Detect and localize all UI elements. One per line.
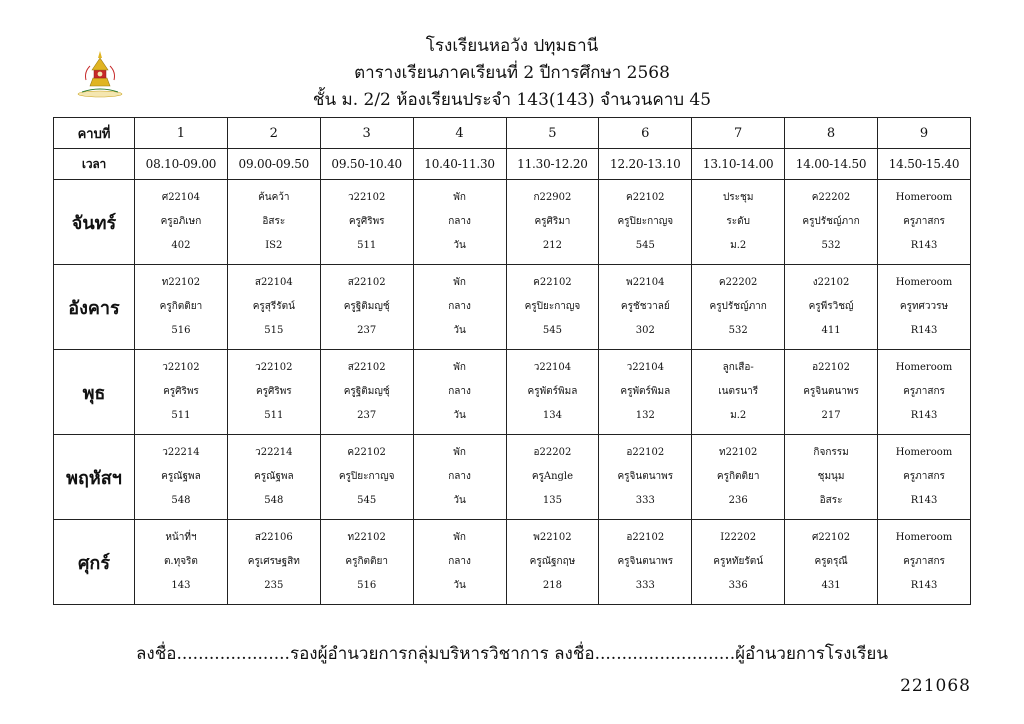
schedule-cell	[135, 180, 228, 265]
cell-teacher: ครูปรัชญ์ภาก	[709, 301, 767, 312]
schedule-cell	[135, 520, 228, 605]
cell-teacher: ครูหทัยรัตน์	[713, 556, 764, 567]
schedule-cell	[413, 265, 506, 350]
cell-teacher: ครูพัตร์พิมล	[620, 386, 671, 397]
schedule-cell	[878, 435, 971, 520]
cell-teacher: ครูปิยะกาญจ	[338, 471, 395, 482]
period-number: 5	[506, 118, 599, 149]
timetable	[53, 117, 971, 605]
cell-subject: ส22106	[254, 532, 293, 543]
cell-room: 402	[171, 240, 191, 251]
cell-subject: ค22102	[533, 277, 572, 288]
cell-teacher: ครูจินตนาพร	[617, 471, 674, 482]
class-info: ชั้น ม. 2/2 ห้องเรียนประจำ 143(143) จำนวนคาบ 45	[312, 90, 712, 110]
cell-room: 548	[264, 495, 284, 506]
schedule-cell	[878, 350, 971, 435]
cell-room: 132	[635, 410, 655, 421]
cell-subject: ค22102	[626, 192, 665, 203]
cell-subject: Homeroom	[895, 362, 953, 373]
cell-room: วัน	[453, 240, 466, 251]
cell-room: R143	[910, 325, 938, 336]
time-slot: 09.00-09.50	[227, 149, 320, 180]
cell-teacher: ครูศิริมา	[534, 216, 571, 227]
schedule-cell	[599, 350, 692, 435]
schedule-cell	[785, 435, 878, 520]
cell-teacher: ครูจินตนาพร	[803, 386, 859, 397]
period-number: 8	[785, 118, 878, 149]
cell-subject: ค22202	[718, 277, 758, 288]
day-name: อังคาร	[54, 265, 135, 350]
cell-subject: Homeroom	[895, 277, 953, 288]
cell-room: 545	[635, 240, 655, 251]
cell-teacher: ครูเศรษฐสิท	[247, 556, 300, 567]
cell-room: 236	[728, 495, 748, 506]
schedule-cell	[878, 265, 971, 350]
cell-room: 511	[357, 240, 377, 251]
cell-teacher: ครูภาสกร	[903, 471, 945, 482]
school-name: โรงเรียนหอวัง ปทุมธานี	[425, 36, 599, 56]
schedule-cell	[506, 435, 599, 520]
cell-subject: กิจกรรม	[813, 447, 849, 458]
time-slot: 11.30-12.20	[506, 149, 599, 180]
cell-teacher: กลาง	[448, 556, 471, 567]
cell-subject: พ22104	[626, 277, 665, 288]
period-number: 3	[320, 118, 413, 149]
cell-subject: หน้าที่ฯ	[165, 532, 197, 543]
cell-room: 237	[357, 410, 377, 421]
schedule-cell	[506, 180, 599, 265]
cell-teacher: ครูภาสกร	[903, 386, 945, 397]
cell-subject: ว22214	[255, 447, 293, 458]
schedule-cell	[413, 435, 506, 520]
cell-teacher: เนตรนารี	[718, 386, 759, 397]
schedule-cell	[227, 520, 320, 605]
schedule-cell	[413, 350, 506, 435]
cell-room: 218	[542, 580, 562, 591]
schedule-cell	[785, 180, 878, 265]
cell-subject: ง22102	[812, 277, 850, 288]
cell-subject: ว22102	[255, 362, 293, 373]
cell-room: 235	[264, 580, 284, 591]
cell-subject: พัก	[453, 362, 466, 373]
cell-room: 333	[635, 580, 655, 591]
period-header-row	[54, 118, 971, 149]
period-number: 2	[227, 118, 320, 149]
schedule-cell	[320, 350, 413, 435]
signature-line: ลงชื่อ.....................รองผู้อำนวยการกลุ่มบริหารวิชาการ ลงชื่อ..........................ผู้อำนวยการโรงเรียน	[136, 644, 888, 664]
schedule-cell	[878, 180, 971, 265]
cell-subject: ค้นคว้า	[258, 192, 290, 203]
cell-subject: พัก	[453, 192, 466, 203]
cell-teacher: ครูฐิติมญชุ์	[343, 301, 390, 312]
time-slot: 08.10-09.00	[135, 149, 228, 180]
cell-teacher: ครูกิตติยา	[716, 471, 760, 482]
time-slot: 13.10-14.00	[692, 149, 785, 180]
day-row	[54, 435, 971, 520]
day-row	[54, 520, 971, 605]
schedule-cell	[227, 265, 320, 350]
cell-teacher: ครูพัตร์พิมล	[527, 386, 578, 397]
cell-subject: พ22102	[533, 532, 572, 543]
cell-subject: ว22102	[162, 362, 200, 373]
schedule-cell	[599, 180, 692, 265]
schedule-cell	[785, 350, 878, 435]
schedule-cell	[506, 350, 599, 435]
cell-subject: ท22102	[161, 277, 201, 288]
cell-room: 516	[357, 580, 377, 591]
period-number: 9	[878, 118, 971, 149]
period-number: 7	[692, 118, 785, 149]
cell-subject: ส22102	[347, 277, 386, 288]
cell-room: 411	[821, 325, 841, 336]
cell-room: 134	[542, 410, 562, 421]
time-label: เวลา	[54, 149, 135, 180]
time-slot: 12.20-13.10	[599, 149, 692, 180]
cell-room: วัน	[453, 580, 466, 591]
cell-teacher: อิสระ	[262, 216, 286, 227]
schedule-cell	[785, 265, 878, 350]
schedule-cell	[227, 350, 320, 435]
cell-teacher: ครูภาสกร	[903, 556, 945, 567]
cell-subject: พัก	[453, 532, 466, 543]
schedule-cell	[692, 180, 785, 265]
cell-subject: อ22202	[533, 447, 572, 458]
cell-room: วัน	[453, 325, 466, 336]
schedule-cell	[320, 520, 413, 605]
cell-subject: ประชุม	[722, 192, 754, 203]
cell-subject: ว22102	[347, 192, 386, 203]
cell-teacher: ครูดรุณี	[814, 556, 848, 567]
cell-subject: Homeroom	[895, 192, 953, 203]
cell-teacher: ครูAngle	[531, 471, 574, 482]
cell-room: R143	[910, 580, 938, 591]
cell-room: 135	[542, 495, 562, 506]
cell-room: 302	[635, 325, 655, 336]
cell-subject: อ22102	[626, 532, 665, 543]
cell-teacher: ครูชัชวาลย์	[620, 301, 670, 312]
cell-teacher: ครูณัฐพล	[254, 471, 294, 482]
day-name: พุธ	[54, 350, 135, 435]
cell-room: ม.2	[730, 240, 747, 251]
cell-teacher: กลาง	[448, 216, 471, 227]
time-slot: 09.50-10.40	[320, 149, 413, 180]
cell-room: 516	[171, 325, 191, 336]
schedule-cell	[320, 265, 413, 350]
cell-subject: พัก	[453, 447, 466, 458]
cell-room: 431	[821, 580, 841, 591]
cell-teacher: กลาง	[448, 471, 471, 482]
cell-teacher: ครูศิริพร	[255, 386, 292, 397]
cell-room: 548	[171, 495, 191, 506]
schedule-cell	[227, 435, 320, 520]
schedule-cell	[227, 180, 320, 265]
cell-room: 532	[728, 325, 748, 336]
schedule-cell	[506, 520, 599, 605]
schedule-cell	[135, 265, 228, 350]
cell-room: ม.2	[730, 410, 747, 421]
time-slot: 14.00-14.50	[785, 149, 878, 180]
schedule-cell	[692, 435, 785, 520]
cell-teacher: ครูสุรีรัตน์	[252, 301, 295, 312]
cell-room: R143	[910, 410, 938, 421]
cell-subject: ก22902	[533, 192, 572, 203]
cell-teacher: ครูปิยะกาญจ	[524, 301, 581, 312]
cell-teacher: ครูศิริพร	[163, 386, 199, 397]
cell-subject: ว22104	[533, 362, 572, 373]
cell-subject: I22202	[720, 532, 757, 543]
cell-room: 143	[171, 580, 191, 591]
schedule-cell	[135, 435, 228, 520]
cell-subject: ว22104	[626, 362, 665, 373]
cell-subject: Homeroom	[895, 532, 953, 543]
cell-teacher: ครูปิยะกาญจ	[617, 216, 674, 227]
cell-subject: ค22202	[811, 192, 851, 203]
cell-teacher: ครูณัฐกฤษ	[529, 556, 576, 567]
cell-subject: ศ22102	[811, 532, 851, 543]
cell-room: 545	[357, 495, 377, 506]
document-number: 221068	[900, 676, 971, 696]
cell-room: 511	[171, 410, 191, 421]
cell-room: 212	[542, 240, 562, 251]
cell-subject: อ22102	[812, 362, 850, 373]
schedule-cell	[785, 520, 878, 605]
cell-room: 336	[728, 580, 748, 591]
schedule-cell	[692, 265, 785, 350]
cell-subject: ว22214	[162, 447, 200, 458]
cell-teacher: กลาง	[448, 301, 471, 312]
time-row	[54, 149, 971, 180]
schedule-cell	[599, 520, 692, 605]
time-slot: 14.50-15.40	[878, 149, 971, 180]
cell-teacher: ครูกิตติยา	[159, 301, 203, 312]
schedule-cell	[320, 435, 413, 520]
day-row	[54, 265, 971, 350]
cell-room: 515	[264, 325, 284, 336]
cell-room: 545	[542, 325, 562, 336]
day-row	[54, 180, 971, 265]
period-number: 6	[599, 118, 692, 149]
cell-subject: ส22104	[254, 277, 293, 288]
cell-room: อิสระ	[819, 495, 843, 506]
cell-teacher: ครูทศววรษ	[899, 301, 949, 312]
cell-room: R143	[910, 495, 938, 506]
cell-room: วัน	[453, 410, 466, 421]
cell-teacher: ครูณัฐพล	[161, 471, 201, 482]
cell-teacher: ระดับ	[726, 216, 750, 227]
cell-subject: ส22102	[347, 362, 386, 373]
term-title: ตารางเรียนภาคเรียนที่ 2 ปีการศึกษา 2568	[354, 63, 670, 83]
day-name: พฤหัสฯ	[54, 435, 135, 520]
period-number: 4	[413, 118, 506, 149]
cell-room: 511	[264, 410, 284, 421]
cell-teacher: ครูอภิเษก	[160, 216, 202, 227]
day-name: ศุกร์	[54, 520, 135, 605]
cell-teacher: ครูพีรวิชญ์	[808, 301, 854, 312]
schedule-cell	[135, 350, 228, 435]
schedule-cell	[506, 265, 599, 350]
schedule-cell	[320, 180, 413, 265]
schedule-cell	[413, 180, 506, 265]
cell-room: วัน	[453, 495, 466, 506]
schedule-cell	[413, 520, 506, 605]
cell-subject: ค22102	[347, 447, 386, 458]
schedule-cell	[692, 520, 785, 605]
period-label: คาบที่	[54, 118, 135, 149]
schedule-cell	[599, 435, 692, 520]
cell-subject: ศ22104	[161, 192, 201, 203]
document-header	[0, 33, 1024, 114]
cell-teacher: ต.ทุจริต	[163, 556, 198, 567]
cell-room: IS2	[265, 240, 283, 251]
cell-subject: Homeroom	[895, 447, 953, 458]
cell-teacher: ครูภาสกร	[903, 216, 945, 227]
cell-teacher: ครูปรัชญ์ภาก	[802, 216, 860, 227]
cell-room: R143	[910, 240, 938, 251]
cell-teacher: ชุมนุม	[817, 471, 845, 482]
cell-teacher: กลาง	[448, 386, 471, 397]
cell-room: 237	[357, 325, 377, 336]
cell-room: 333	[635, 495, 655, 506]
day-row	[54, 350, 971, 435]
cell-subject: อ22102	[626, 447, 665, 458]
cell-teacher: ครูจินตนาพร	[617, 556, 674, 567]
period-number: 1	[135, 118, 228, 149]
cell-teacher: ครูศิริพร	[348, 216, 385, 227]
cell-room: 217	[821, 410, 841, 421]
schedule-cell	[599, 265, 692, 350]
cell-subject: ลูกเสือ-	[722, 362, 754, 373]
cell-teacher: ครูกิตติยา	[345, 556, 388, 567]
schedule-cell	[692, 350, 785, 435]
cell-subject: พัก	[453, 277, 466, 288]
cell-room: 532	[821, 240, 841, 251]
time-slot: 10.40-11.30	[413, 149, 506, 180]
cell-subject: ท22102	[347, 532, 386, 543]
day-name: จันทร์	[54, 180, 135, 265]
cell-teacher: ครูฐิติมญชุ์	[343, 386, 390, 397]
schedule-cell	[878, 520, 971, 605]
cell-subject: ท22102	[718, 447, 758, 458]
